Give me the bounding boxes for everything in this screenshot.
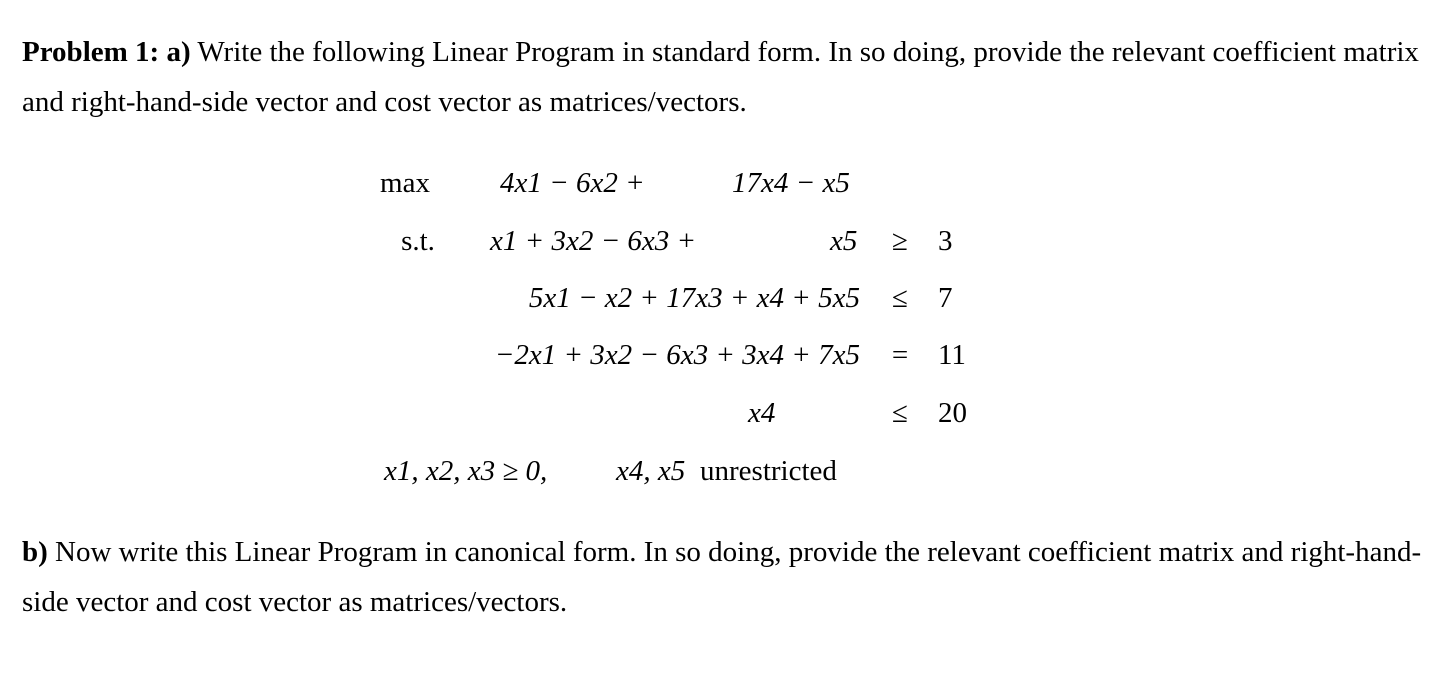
- objective-label: max: [380, 167, 430, 199]
- part-b-label: b): [22, 536, 48, 568]
- part-a-label: a): [166, 36, 191, 68]
- part-a-paragraph: [22, 27, 1422, 127]
- constraint-2-relation: ≤: [892, 282, 908, 314]
- constraint-1-lhs-left: x1 + 3x2 − 6x3 +: [490, 225, 697, 257]
- constraint-4-relation: ≤: [892, 397, 908, 429]
- sign-free-word: unrestricted: [700, 455, 837, 487]
- constraint-3-rhs: 11: [938, 339, 966, 371]
- constraint-3-lhs: −2x1 + 3x2 − 6x3 + 3x4 + 7x5: [494, 339, 860, 371]
- constraint-1-relation: ≥: [892, 225, 908, 257]
- sign-nonnegative: x1, x2, x3 ≥ 0,: [384, 455, 548, 487]
- constraint-4-lhs: x4: [748, 397, 776, 429]
- constraint-3-relation: =: [891, 339, 909, 371]
- constraint-1-lhs-right: x5: [830, 225, 858, 257]
- objective-rhs: 17x4 − x5: [732, 167, 850, 199]
- constraint-1-rhs: 3: [938, 225, 953, 257]
- part-a-text: Write the following Linear Program in standard form. In so doing, provide the relevant coefficient matrix and right-hand-side vector and cost vector as matrices/vectors.: [22, 36, 1419, 118]
- part-b-text: Now write this Linear Program in canonical form. In so doing, provide the relevant coefficient matrix and right-hand-side vector and cost vector as matrices/vectors.: [22, 536, 1422, 618]
- constraint-4-rhs: 20: [938, 397, 967, 429]
- objective-lhs: 4x1 − 6x2 +: [500, 167, 645, 199]
- constraints-label: s.t.: [401, 225, 435, 257]
- problem-heading: Problem 1:: [22, 36, 160, 68]
- constraint-2-lhs: 5x1 − x2 + 17x3 + x4 + 5x5: [528, 282, 860, 314]
- sign-free-vars: x4, x5: [616, 455, 686, 487]
- part-b-paragraph: [22, 527, 1422, 627]
- constraint-2-rhs: 7: [938, 282, 953, 314]
